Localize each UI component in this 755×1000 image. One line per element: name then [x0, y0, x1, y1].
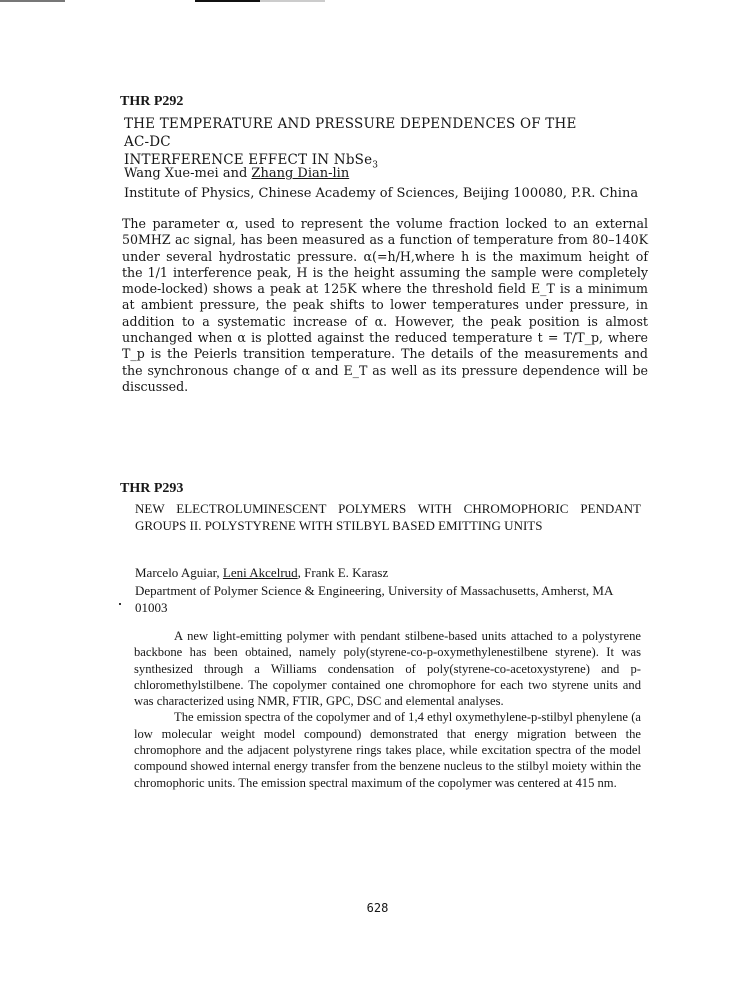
scan-edge-rule-center	[195, 0, 260, 2]
abstract-authors: Wang Xue-mei and Zhang Dian-lin	[124, 166, 350, 181]
abstract-id: THR P293	[120, 481, 184, 496]
author: Wang Xue-mei	[124, 166, 219, 181]
presenting-author: Leni Akcelrud	[222, 565, 298, 580]
abstract-title-line-1: THE TEMPERATURE AND PRESSURE DEPENDENCES OF THE AC-DC	[124, 116, 577, 150]
scan-speck	[119, 603, 121, 605]
abstract-title: NEW ELECTROLUMINESCENT POLYMERS WITH CHROMOPHORIC PENDANT GROUPS II. POLYSTYRENE WITH STILBYL BASED EMITTING UNITS	[135, 501, 641, 533]
author: Marcelo Aguiar,	[135, 565, 223, 580]
abstract-paragraph: The emission spectra of the copolymer and of 1,4 ethyl oxymethylene-p-stilbyl phenylene (a low molecular weight model compound) demonstrated that energy migration between the chromophore and the adjacent polystyrene rings takes place, while excitation spectra of the model compound showed internal energy transfer from the benzene nucleus to the stilbyl moiety within the chromophoric units. The emission spectral maximum of the copolymer was centered at 415 nm.	[134, 710, 641, 790]
scan-edge-rule-center-light	[260, 0, 325, 2]
scan-edge-rule-left	[0, 0, 65, 2]
author: , Frank E. Karasz	[297, 565, 389, 580]
abstract-title-line-2: INTERFERENCE EFFECT IN NbSe$_3$	[124, 152, 379, 171]
abstract-body	[134, 628, 641, 791]
abstract-authors	[135, 565, 388, 581]
abstract-id: THR P292	[120, 94, 184, 109]
abstract-body: The parameter α, used to represent the volume fraction locked to an external 50MHZ ac signal, has been measured as a function of temperature from 80–140K under several hydrostatic pressure. α(=h/H,where h is the maximum height of the 1/1 interference peak, H is the height assuming the sample were completely mode-locked) shows a peak at 125K where the threshold field E_T is a minimum at ambient pressure, the peak shifts to lower temperatures under pressure, in addition to a systematic increase of α. However, the peak position is almost unchanged when α is plotted against the reduced temperature t = T/T_p, where T_p is the Peierls transition temperature. The details of the measurements and the synchronous change of α and E_T as well as its pressure dependence will be discussed.	[122, 216, 648, 394]
abstract-affiliation: Institute of Physics, Chinese Academy of Sciences, Beijing 100080, P.R. China	[124, 186, 639, 201]
page-number: 628	[366, 901, 389, 915]
presenting-author: Zhang Dian-lin	[251, 166, 350, 181]
abstract-paragraph: A new light-emitting polymer with pendant stilbene-based units attached to a polystyrene backbone has been obtained, namely poly(styrene-co-p-oxymethylenestilbene styrene). It was synthesized through a Williams condensation of poly(styrene-co-acetoxystyrene) and p-chloromethylstilbene. The copolymer contained one chromophore for each two styrene units and was characterized using NMR, FTIR, GPC, DSC and elemental analyses.	[134, 629, 641, 709]
subscript: 3	[372, 160, 379, 171]
abstract-affiliation: Department of Polymer Science & Engineering, University of Massachusetts, Amherst, MA 01003	[135, 583, 613, 615]
